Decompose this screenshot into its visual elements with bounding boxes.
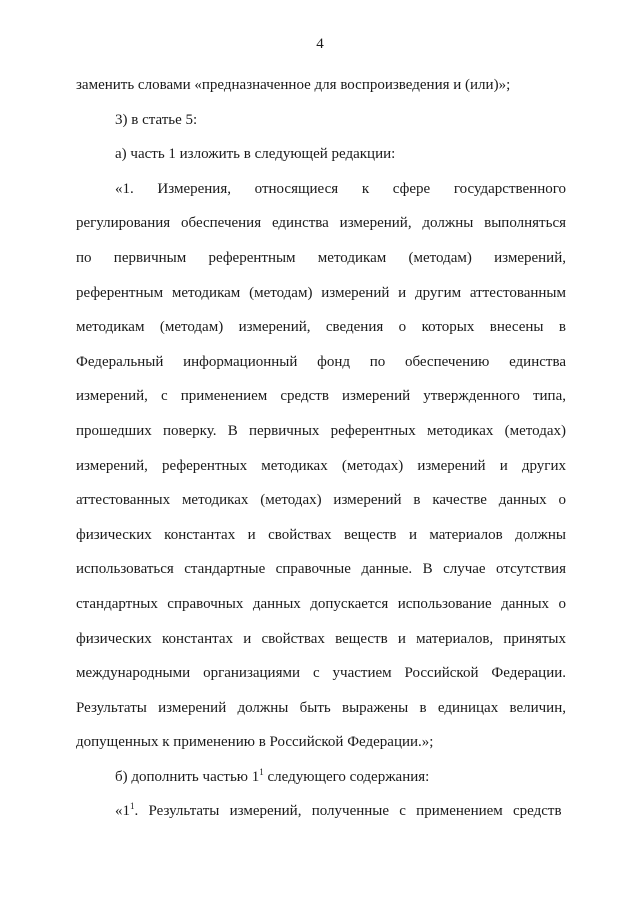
text-fragment: следующего содержания: [263, 768, 430, 785]
text-line: международными организациями с участием Российской Федерации. [76, 665, 566, 682]
text-line: измерений, референтных методиках (методах) измерений и других [76, 457, 566, 474]
text-fragment: б) дополнить частью 1 [115, 768, 260, 785]
text-line: Федеральный информационный фонд по обеспечению единства [76, 353, 566, 370]
text-line [76, 760, 566, 795]
body-text [76, 68, 566, 829]
text-line [76, 794, 566, 829]
text-line: по первичным референтным методикам (методам) измерений, [76, 249, 566, 266]
text-line: а) часть 1 изложить в следующей редакции: [115, 146, 396, 163]
page-number: 4 [316, 36, 324, 52]
superscript: 1 [259, 766, 264, 777]
superscript: 1 [130, 801, 135, 812]
text-line: методикам (методам) измерений, сведения о которых внесены в [76, 319, 566, 336]
text-line: физических константах и свойствах веществ и материалов, принятых [76, 630, 566, 647]
text-line: Результаты измерений должны быть выражены в единицах величин, [76, 699, 566, 716]
text-line: физических константах и свойствах веществ и материалов должны [76, 526, 566, 543]
text-line: допущенных к применению в Российской Федерации.»; [76, 734, 434, 751]
text-line: стандартных справочных данных допускается использование данных о [76, 595, 566, 612]
text-line: референтным методикам (методам) измерений и другим аттестованным [76, 284, 566, 301]
text-line: регулирования обеспечения единства измерений, должны выполняться [76, 215, 566, 232]
text-line: измерений, с применением средств измерений утвержденного типа, [76, 388, 566, 405]
text-line: аттестованных методиках (методах) измерений в качестве данных о [76, 492, 566, 509]
text-fragment: «1 [115, 803, 130, 820]
text-line: использоваться стандартные справочные данные. В случае отсутствия [76, 561, 566, 578]
text-fragment: . Результаты измерений, полученные с применением средств [134, 803, 562, 820]
text-line: заменить словами «предназначенное для воспроизведения и (или)»; [76, 77, 511, 93]
text-line: «1. Измерения, относящиеся к сфере государственного [115, 180, 566, 197]
text-line: 3) в статье 5: [115, 111, 198, 128]
text-line: прошедших поверку. В первичных референтных методиках (методах) [76, 422, 566, 439]
